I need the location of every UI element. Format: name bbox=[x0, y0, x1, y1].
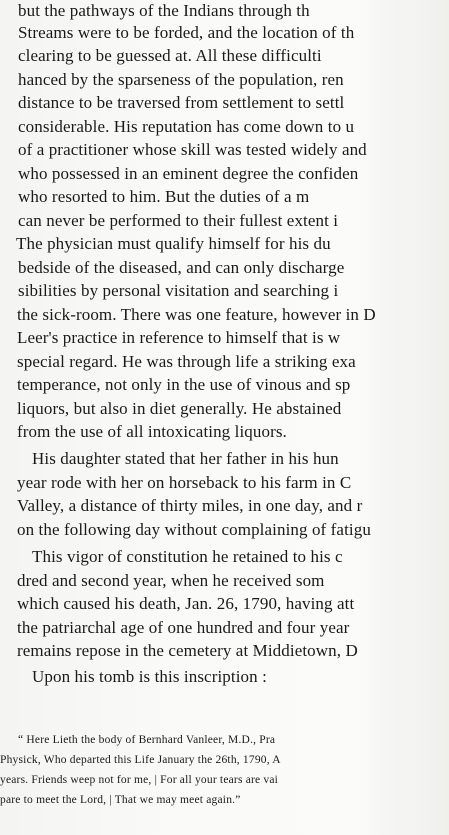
text-line: The physician must qualify himself for his du bbox=[16, 234, 331, 253]
text-line: clearing to be guessed at. All these difficulti bbox=[18, 46, 322, 65]
text-line: special regard. He was through life a striking exa bbox=[17, 352, 356, 371]
text-line: who possessed in an eminent degree the confiden bbox=[18, 164, 359, 183]
text-line: which caused his death, Jan. 26, 1790, having att bbox=[17, 594, 355, 613]
text-line: but the pathways of the Indians through th bbox=[18, 1, 310, 20]
text-line: remains repose in the cemetery at Middietown, D bbox=[17, 641, 358, 660]
text-line: year rode with her on horseback to his farm in C bbox=[17, 473, 352, 492]
text-line: can never be performed to their fullest extent i bbox=[18, 211, 339, 230]
text-line: the sick-room. There was one feature, however in D bbox=[17, 305, 376, 324]
text-line: the patriarchal age of one hundred and four year bbox=[17, 618, 350, 637]
inscription-line: years. Friends weep not for me, | For all your tears are vai bbox=[0, 774, 279, 786]
inscription-line: pare to meet the Lord, | That we may meet again.” bbox=[0, 794, 241, 806]
text-line: His daughter stated that her father in his hun bbox=[32, 449, 339, 468]
text-line: from the use of all intoxicating liquors. bbox=[17, 422, 287, 441]
text-line: temperance, not only in the use of vinous and sp bbox=[17, 375, 351, 394]
text-line: of a practitioner whose skill was tested widely and bbox=[18, 140, 367, 159]
text-line: on the following day without complaining of fatigu bbox=[17, 520, 371, 539]
text-line: Leer's practice in reference to himself that is w bbox=[17, 328, 341, 347]
text-line: dred and second year, when he received som bbox=[17, 571, 325, 590]
text-line: who resorted to him. But the duties of a m bbox=[18, 187, 310, 206]
text-line: distance to be traversed from settlement to settl bbox=[18, 93, 345, 112]
text-line: hanced by the sparseness of the population, ren bbox=[18, 70, 344, 89]
text-line: This vigor of constitution he retained to his c bbox=[32, 547, 343, 566]
text-line: considerable. His reputation has come down to u bbox=[18, 117, 355, 136]
inscription-line: “ Here Lieth the body of Bernhard Vanleer, M.D., Pra bbox=[18, 734, 276, 746]
inscription-line: Physick, Who departed this Life January the 26th, 1790, A bbox=[0, 754, 281, 766]
page-gutter-shadow bbox=[379, 0, 449, 835]
text-line: Valley, a distance of thirty miles, in one day, and r bbox=[17, 496, 363, 515]
text-line: bedside of the diseased, and can only discharge bbox=[18, 258, 345, 277]
text-line: sibilities by personal visitation and searching i bbox=[18, 281, 339, 300]
text-line: liquors, but also in diet generally. He abstained bbox=[17, 399, 342, 418]
text-line: Streams were to be forded, and the location of th bbox=[18, 23, 355, 42]
text-line: Upon his tomb is this inscription : bbox=[32, 667, 267, 686]
